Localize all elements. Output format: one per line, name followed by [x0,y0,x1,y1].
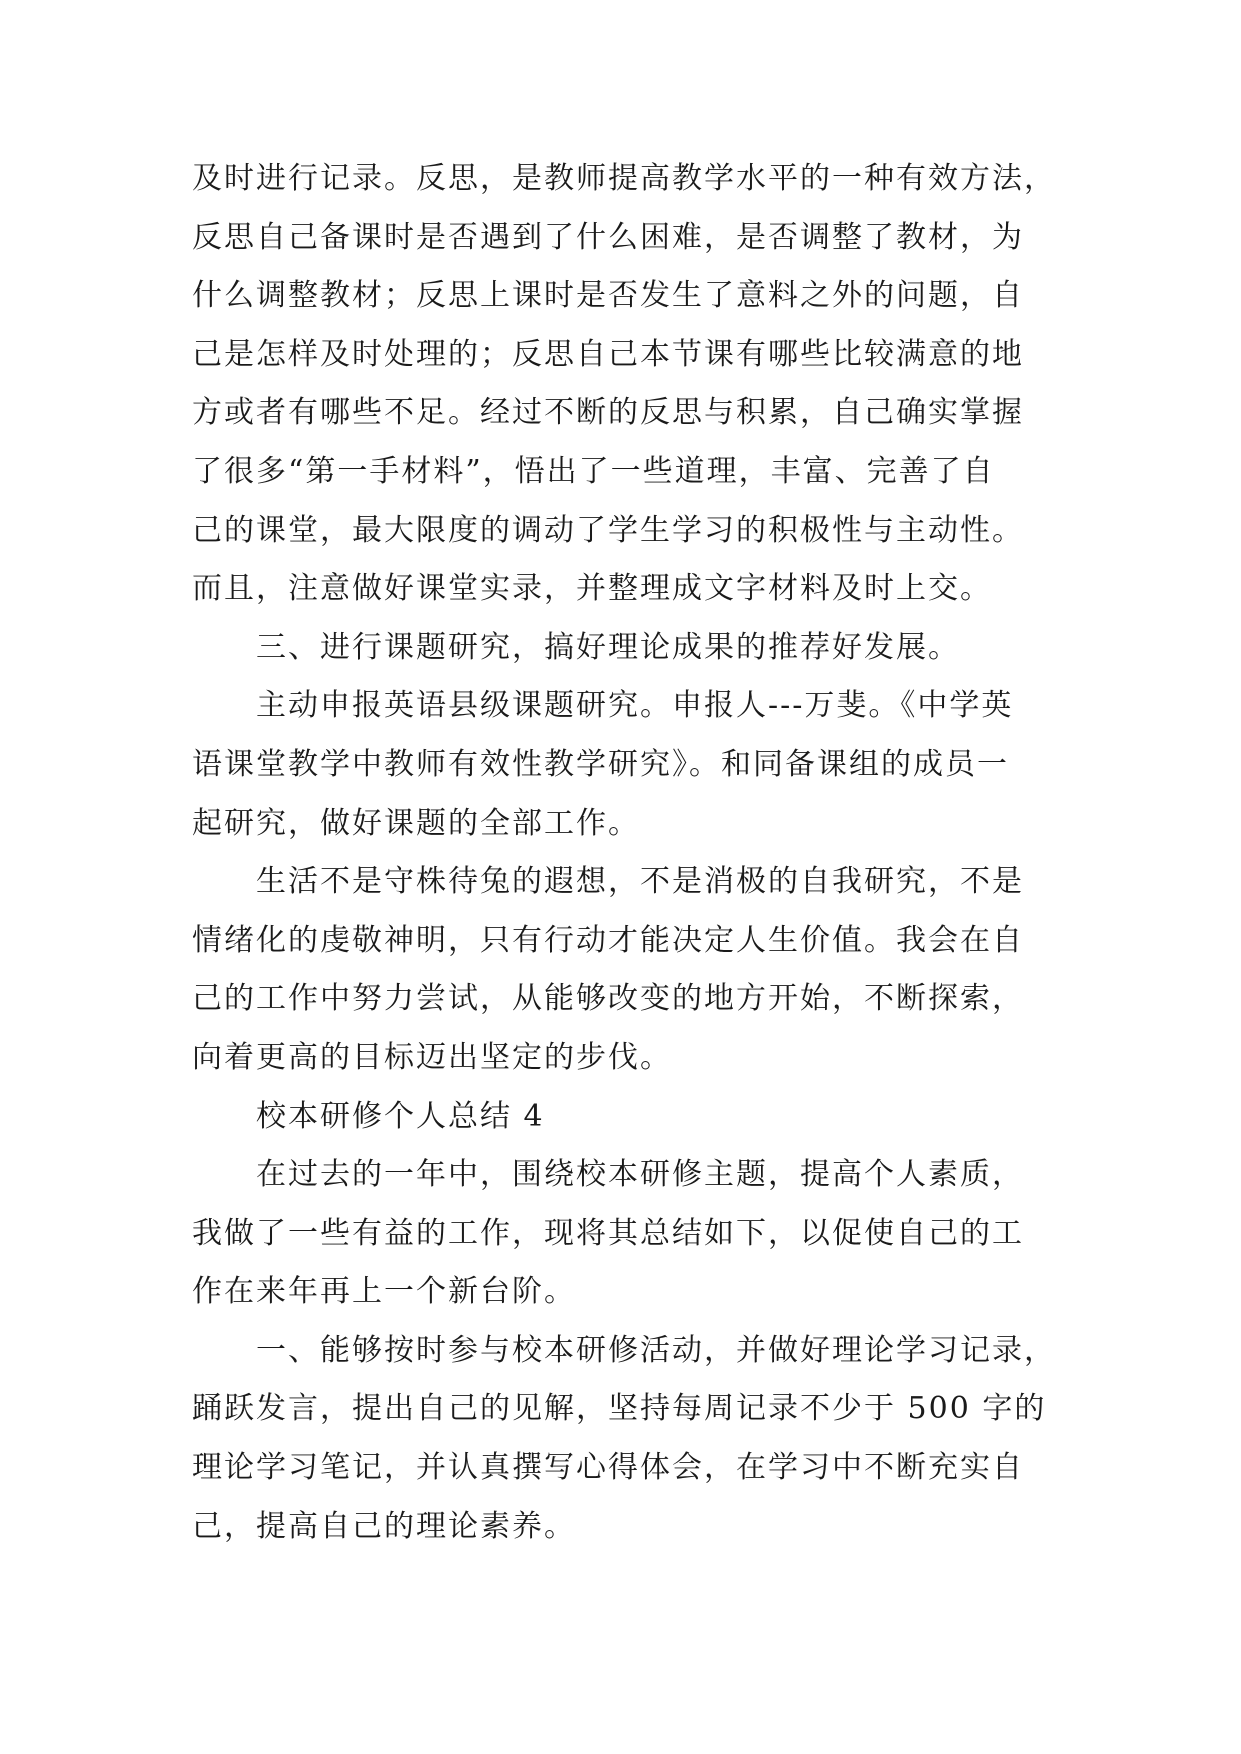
text-line: 踊跃发言，提出自己的见解，坚持每周记录不少于 500 字的 [192,1391,1047,1427]
paragraph-section-three-heading [192,619,1062,678]
text-line: 起研究，做好课题的全部工作。 [192,805,640,841]
paragraph-life-action [192,853,1062,1087]
section-title-summary-4 [192,1088,1062,1147]
text-line: 在过去的一年中，围绕校本研修主题，提高个人素质， [256,1157,1024,1193]
text-line: 什么调整教材；反思上课时是否发生了意料之外的问题，自 [192,278,1024,314]
document-body [192,150,1062,1556]
text-line: 我做了一些有益的工作，现将其总结如下，以促使自己的工 [192,1215,1024,1251]
paragraph-past-year [192,1146,1062,1322]
text-line: 向着更高的目标迈出坚定的步伐。 [192,1039,672,1075]
text-line: 一、能够按时参与校本研修活动，并做好理论学习记录， [256,1332,1056,1368]
text-line: 生活不是守株待兔的遐想，不是消极的自我研究，不是 [256,864,1024,900]
text-line: 三、进行课题研究，搞好理论成果的推荐好发展。 [256,629,960,665]
text-line: 理论学习笔记，并认真撰写心得体会，在学习中不断充实自 [192,1450,1024,1486]
text-line: 语课堂教学中教师有效性教学研究》。和同备课组的成员一 [192,746,1009,782]
text-line: 校本研修个人总结 4 [256,1098,545,1134]
text-line: 己，提高自己的理论素养。 [192,1508,576,1544]
paragraph-research-project [192,677,1062,853]
text-line: 及时进行记录。反思，是教师提高教学水平的一种有效方法， [192,161,1056,196]
text-line: 反思自己备课时是否遇到了什么困难，是否调整了教材，为 [192,219,1024,255]
text-line: 己的课堂，最大限度的调动了学生学习的积极性与主动性。 [192,512,1024,548]
text-line: 己的工作中努力尝试，从能够改变的地方开始，不断探索， [192,981,1024,1017]
paragraph-reflection [192,150,1062,619]
text-line: 作在来年再上一个新台阶。 [192,1274,576,1310]
text-line: 了很多“第一手材料”，悟出了一些道理，丰富、完善了自 [192,453,995,489]
text-line: 而且，注意做好课堂实录，并整理成文字材料及时上交。 [192,571,992,607]
paragraph-point-one [192,1322,1062,1556]
text-line: 主动申报英语县级课题研究。申报人---万斐。《中学英 [256,688,1014,724]
text-line: 方或者有哪些不足。经过不断的反思与积累，自己确实掌握 [192,395,1024,431]
text-line: 情绪化的虔敬神明，只有行动才能决定人生价值。我会在自 [192,922,1024,958]
text-line: 己是怎样及时处理的；反思自己本节课有哪些比较满意的地 [192,336,1024,372]
